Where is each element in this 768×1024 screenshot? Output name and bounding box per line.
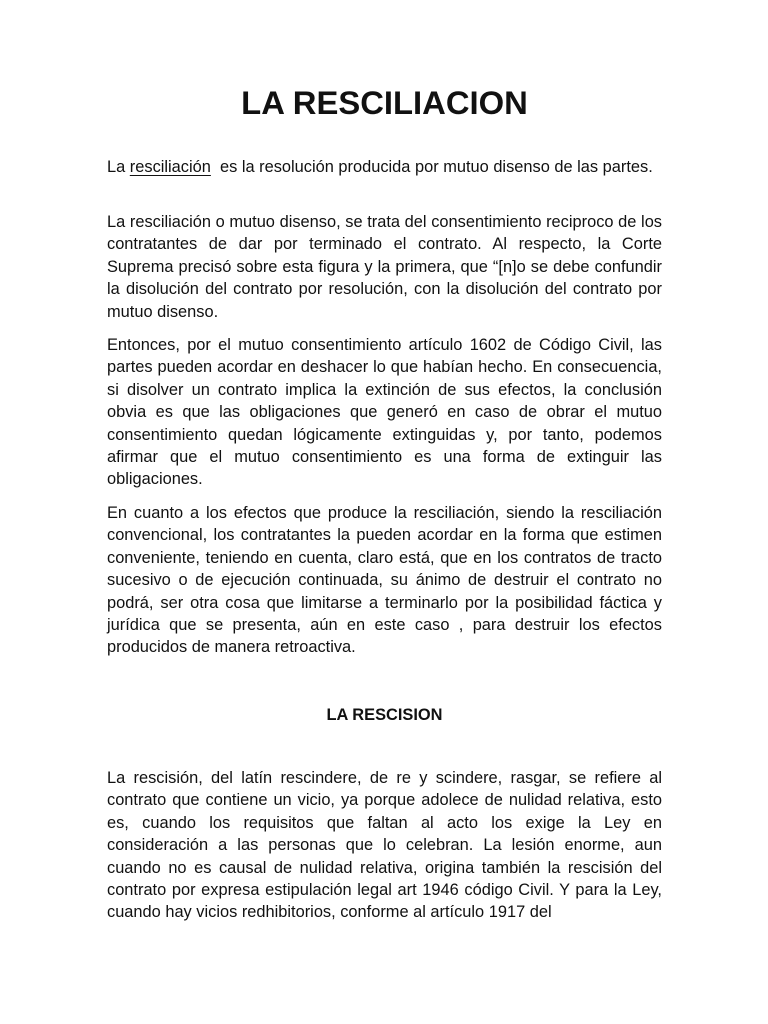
paragraph-prefix: La (107, 158, 130, 176)
paragraph-rescision: La rescisión, del latín rescindere, de re y scindere, rasgar, se refiere al contrato que contiene un vicio, ya porque adolece de nulidad relativa, esto es, cuando los requisitos que faltan al acto los exige la Ley en consideración a las personas que lo celebran. La lesión enorme, aun cuando no es causal de nulidad relativa, origina también la rescisión del contrato por expresa estipulación legal art 1946 código Civil. Y para la Ley, cuando hay vicios redhibitorios, conforme al artículo 1917 del (107, 769, 662, 922)
section-title-rescision: LA RESCISION (326, 706, 443, 724)
paragraph-mutuo-disenso: La resciliación o mutuo disenso, se trata del consentimiento reciproco de los contratantes de dar por terminado el contrato. Al respecto, la Corte Suprema precisó sobre esta figura y la primera, que “[n]o se debe confundir la disolución del contrato por resolución, con la disolución del contrato por mutuo disenso. (107, 213, 662, 321)
section-title-resciliacion: LA RESCILIACION (241, 84, 528, 121)
paragraph-rest: es la resolución producida por mutuo disenso de las partes. (210, 158, 653, 176)
term-resciliacion: resciliación (129, 158, 211, 176)
paragraph-definition (107, 156, 662, 178)
paragraph-consentimiento: Entonces, por el mutuo consentimiento artículo 1602 de Código Civil, las partes pueden acordar en deshacer lo que habían hecho. En consecuencia, si disolver un contrato implica la extinción de sus efectos, la conclusión obvia es que las obligaciones que generó en caso de obrar el mutuo consentimiento quedan lógicamente extinguidas y, por tanto, podemos afirmar que el mutuo consentimiento es una forma de extinguir las obligaciones. (107, 336, 662, 489)
paragraph-efectos: En cuanto a los efectos que produce la resciliación, siendo la resciliación convencional, los contratantes la pueden acordar en la forma que estimen conveniente, teniendo en cuenta, claro está, que en los contratos de tracto sucesivo o de ejecución continuada, su ánimo de destruir el contrato no podrá, ser otra cosa que limitarse a terminarlo por la posibilidad fáctica y jurídica que se presenta, aún en este caso , para destruir los efectos producidos de manera retroactiva. (107, 504, 662, 657)
